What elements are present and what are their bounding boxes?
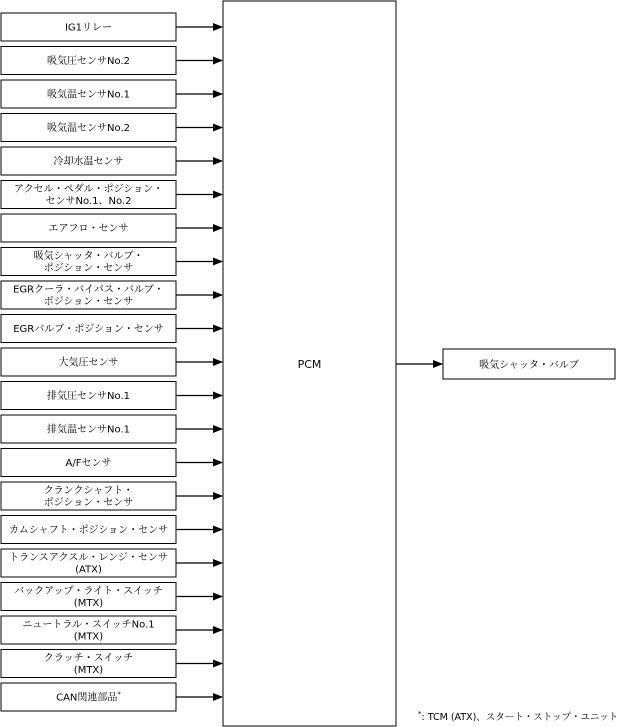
input-component — [1, 281, 222, 309]
input-box-label: (ATX) — [75, 564, 102, 576]
input-box-label: A/Fセンサ — [65, 458, 112, 469]
input-box-label: 冷却水温センサ — [53, 156, 124, 168]
input-box-label: カムシャフト・ポジション・センサ — [8, 525, 169, 536]
input-box-label: センサNo.1、No.2 — [45, 196, 132, 207]
input-box-label: トランスアクスル・レンジ・センサ — [9, 552, 168, 564]
pcm-label: PCM — [297, 358, 322, 371]
input-box-label: ポジション・センサ — [43, 497, 134, 509]
input-box-label: 大気圧センサ — [58, 357, 119, 369]
input-box-footnote-mark: * — [117, 690, 121, 699]
input-component — [1, 114, 222, 142]
footnote-mark: * — [418, 710, 422, 718]
input-component — [1, 315, 222, 343]
input-box-label: CAN関連部品* — [56, 690, 121, 704]
input-box-label: ニュートラル・スイッチNo.1 — [22, 619, 155, 631]
input-component — [1, 415, 222, 443]
input-box-label: クラッチ・スイッチ — [43, 653, 134, 664]
input-component — [1, 583, 222, 611]
input-box-label: ポジション・センサ — [43, 263, 134, 274]
input-component — [1, 683, 222, 711]
input-component — [1, 47, 222, 75]
output-box-label: 吸気シャッタ・バルブ — [479, 360, 579, 371]
input-components — [1, 13, 222, 711]
input-component — [1, 516, 222, 544]
input-box-label: (MTX) — [73, 631, 104, 643]
input-box-label: 吸気圧センサNo.2 — [47, 56, 130, 67]
input-component — [1, 482, 222, 510]
input-box-label: EGRバルブ・ポジション・センサ — [13, 324, 164, 335]
input-box-label: EGRクーラ・バイパス・バルブ・ — [13, 284, 164, 296]
input-component — [1, 650, 222, 678]
input-component — [1, 348, 222, 376]
input-box-label: IG1リレー — [64, 22, 113, 34]
input-box-label: 吸気シャッタ・バルブ・ — [33, 251, 144, 262]
input-box-label: (MTX) — [73, 598, 104, 609]
input-box-label: バックアップ・ライト・スイッチ — [14, 586, 163, 597]
footnote — [418, 710, 618, 723]
input-component — [1, 549, 222, 577]
input-component — [1, 181, 222, 209]
output-components — [396, 349, 615, 379]
input-box-label: エアフロ・センサ — [48, 223, 129, 235]
input-component — [1, 214, 222, 242]
input-box-label: 吸気温センサNo.2 — [47, 123, 130, 134]
input-box-label: (MTX) — [73, 665, 104, 676]
input-box-label: 排気圧センサNo.1 — [47, 391, 130, 402]
input-component — [1, 248, 222, 276]
input-component — [1, 616, 222, 644]
footnote-text: : TCM (ATX)、スタート・ストップ・ユニット — [421, 712, 619, 723]
input-component — [1, 382, 222, 410]
input-box-label: クランクシャフト・ — [43, 485, 134, 497]
input-component — [1, 80, 222, 108]
input-box-label: 排気温センサNo.1 — [47, 424, 130, 436]
input-component — [1, 13, 222, 41]
input-box-label: ポジション・センサ — [43, 296, 134, 308]
input-component — [1, 147, 222, 175]
input-box-label: 吸気温センサNo.1 — [47, 89, 130, 101]
input-box-label: アクセル・ペダル・ポジション・ — [13, 184, 164, 195]
input-component — [1, 449, 222, 477]
